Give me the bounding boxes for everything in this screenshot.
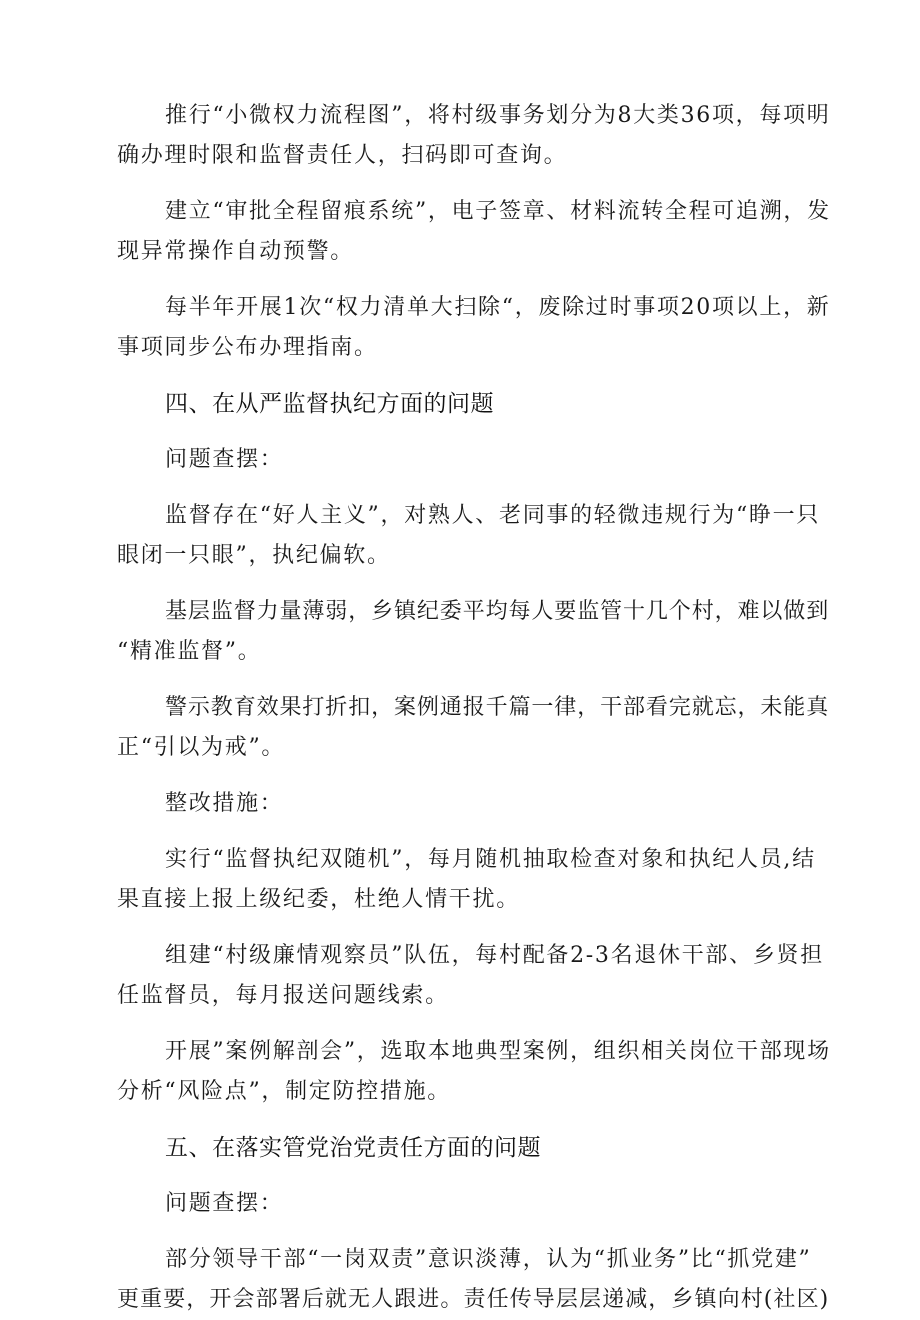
paragraph-line: 正“引以为戒”。 — [117, 735, 286, 760]
paragraph-case-analysis — [117, 1032, 833, 1112]
paragraph-power-list-cleanup — [117, 288, 833, 368]
paragraph-line: 果直接上报上级纪委，杜绝人情干扰。 — [117, 887, 520, 912]
paragraph-dual-responsibility — [117, 1240, 833, 1320]
paragraph-line: 监督存在“好人主义”，对熟人、老同事的轻微违规行为“睁一只 — [165, 503, 821, 528]
paragraph-line: 建立“审批全程留痕系统”，电子签章、材料流转全程可追溯，发 — [165, 199, 831, 224]
subsection-label-measures: 整改措施： — [165, 791, 284, 816]
paragraph-line: 任监督员，每月报送问题线索。 — [117, 983, 449, 1008]
paragraph-approval-system — [117, 192, 833, 272]
paragraph-line: 现异常操作自动预警。 — [117, 239, 355, 264]
paragraph-line: 更重要，开会部署后就无人跟进。责任传导层层递减，乡镇向村(社区) — [117, 1287, 830, 1312]
paragraph-flowchart — [117, 96, 833, 176]
paragraph-line: 组建“村级廉情观察员”队伍，每村配备2-3名退休干部、乡贤担 — [165, 943, 824, 968]
paragraph-line: 开展”案例解剖会”，选取本地典型案例，组织相关岗位干部现场 — [165, 1039, 831, 1064]
paragraph-line: “精准监督”。 — [117, 639, 262, 664]
paragraph-line: 推行“小微权力流程图”，将村级事务划分为8大类36项，每项明 — [165, 103, 831, 128]
paragraph-line: 警示教育效果打折扣，案例通报千篇一律，干部看完就忘，未能真 — [165, 695, 830, 720]
subsection-label-problems-five: 问题查摆： — [165, 1191, 284, 1216]
paragraph-integrity-observers — [117, 936, 833, 1016]
paragraph-line: 确办理时限和监督责任人，扫码即可查询。 — [117, 143, 568, 168]
paragraph-double-random — [117, 840, 833, 920]
paragraph-line: 眼闭一只眼”，执纪偏软。 — [117, 543, 391, 568]
section-heading-five: 五、在落实管党治党责任方面的问题 — [165, 1135, 541, 1161]
paragraph-line: 每半年开展1次“权力清单大扫除“，废除过时事项20项以上，新 — [165, 295, 831, 320]
section-heading-four: 四、在从严监督执纪方面的问题 — [165, 391, 494, 417]
paragraph-line: 部分领导干部“一岗双责”意识淡薄，认为“抓业务”比“抓党建” — [165, 1247, 812, 1272]
paragraph-line: 实行“监督执纪双随机”，每月随机抽取检查对象和执纪人员,结 — [165, 847, 816, 872]
paragraph-line: 分析“风险点”，制定防控措施。 — [117, 1079, 451, 1104]
subsection-label-problems: 问题查摆： — [165, 447, 284, 472]
paragraph-warning-education — [117, 688, 833, 768]
paragraph-line: 事项同步公布办理指南。 — [117, 335, 378, 360]
paragraph-good-person-ism — [117, 496, 833, 576]
paragraph-weak-supervision — [117, 592, 833, 672]
paragraph-line: 基层监督力量薄弱，乡镇纪委平均每人要监管十几个村，难以做到 — [165, 599, 830, 624]
